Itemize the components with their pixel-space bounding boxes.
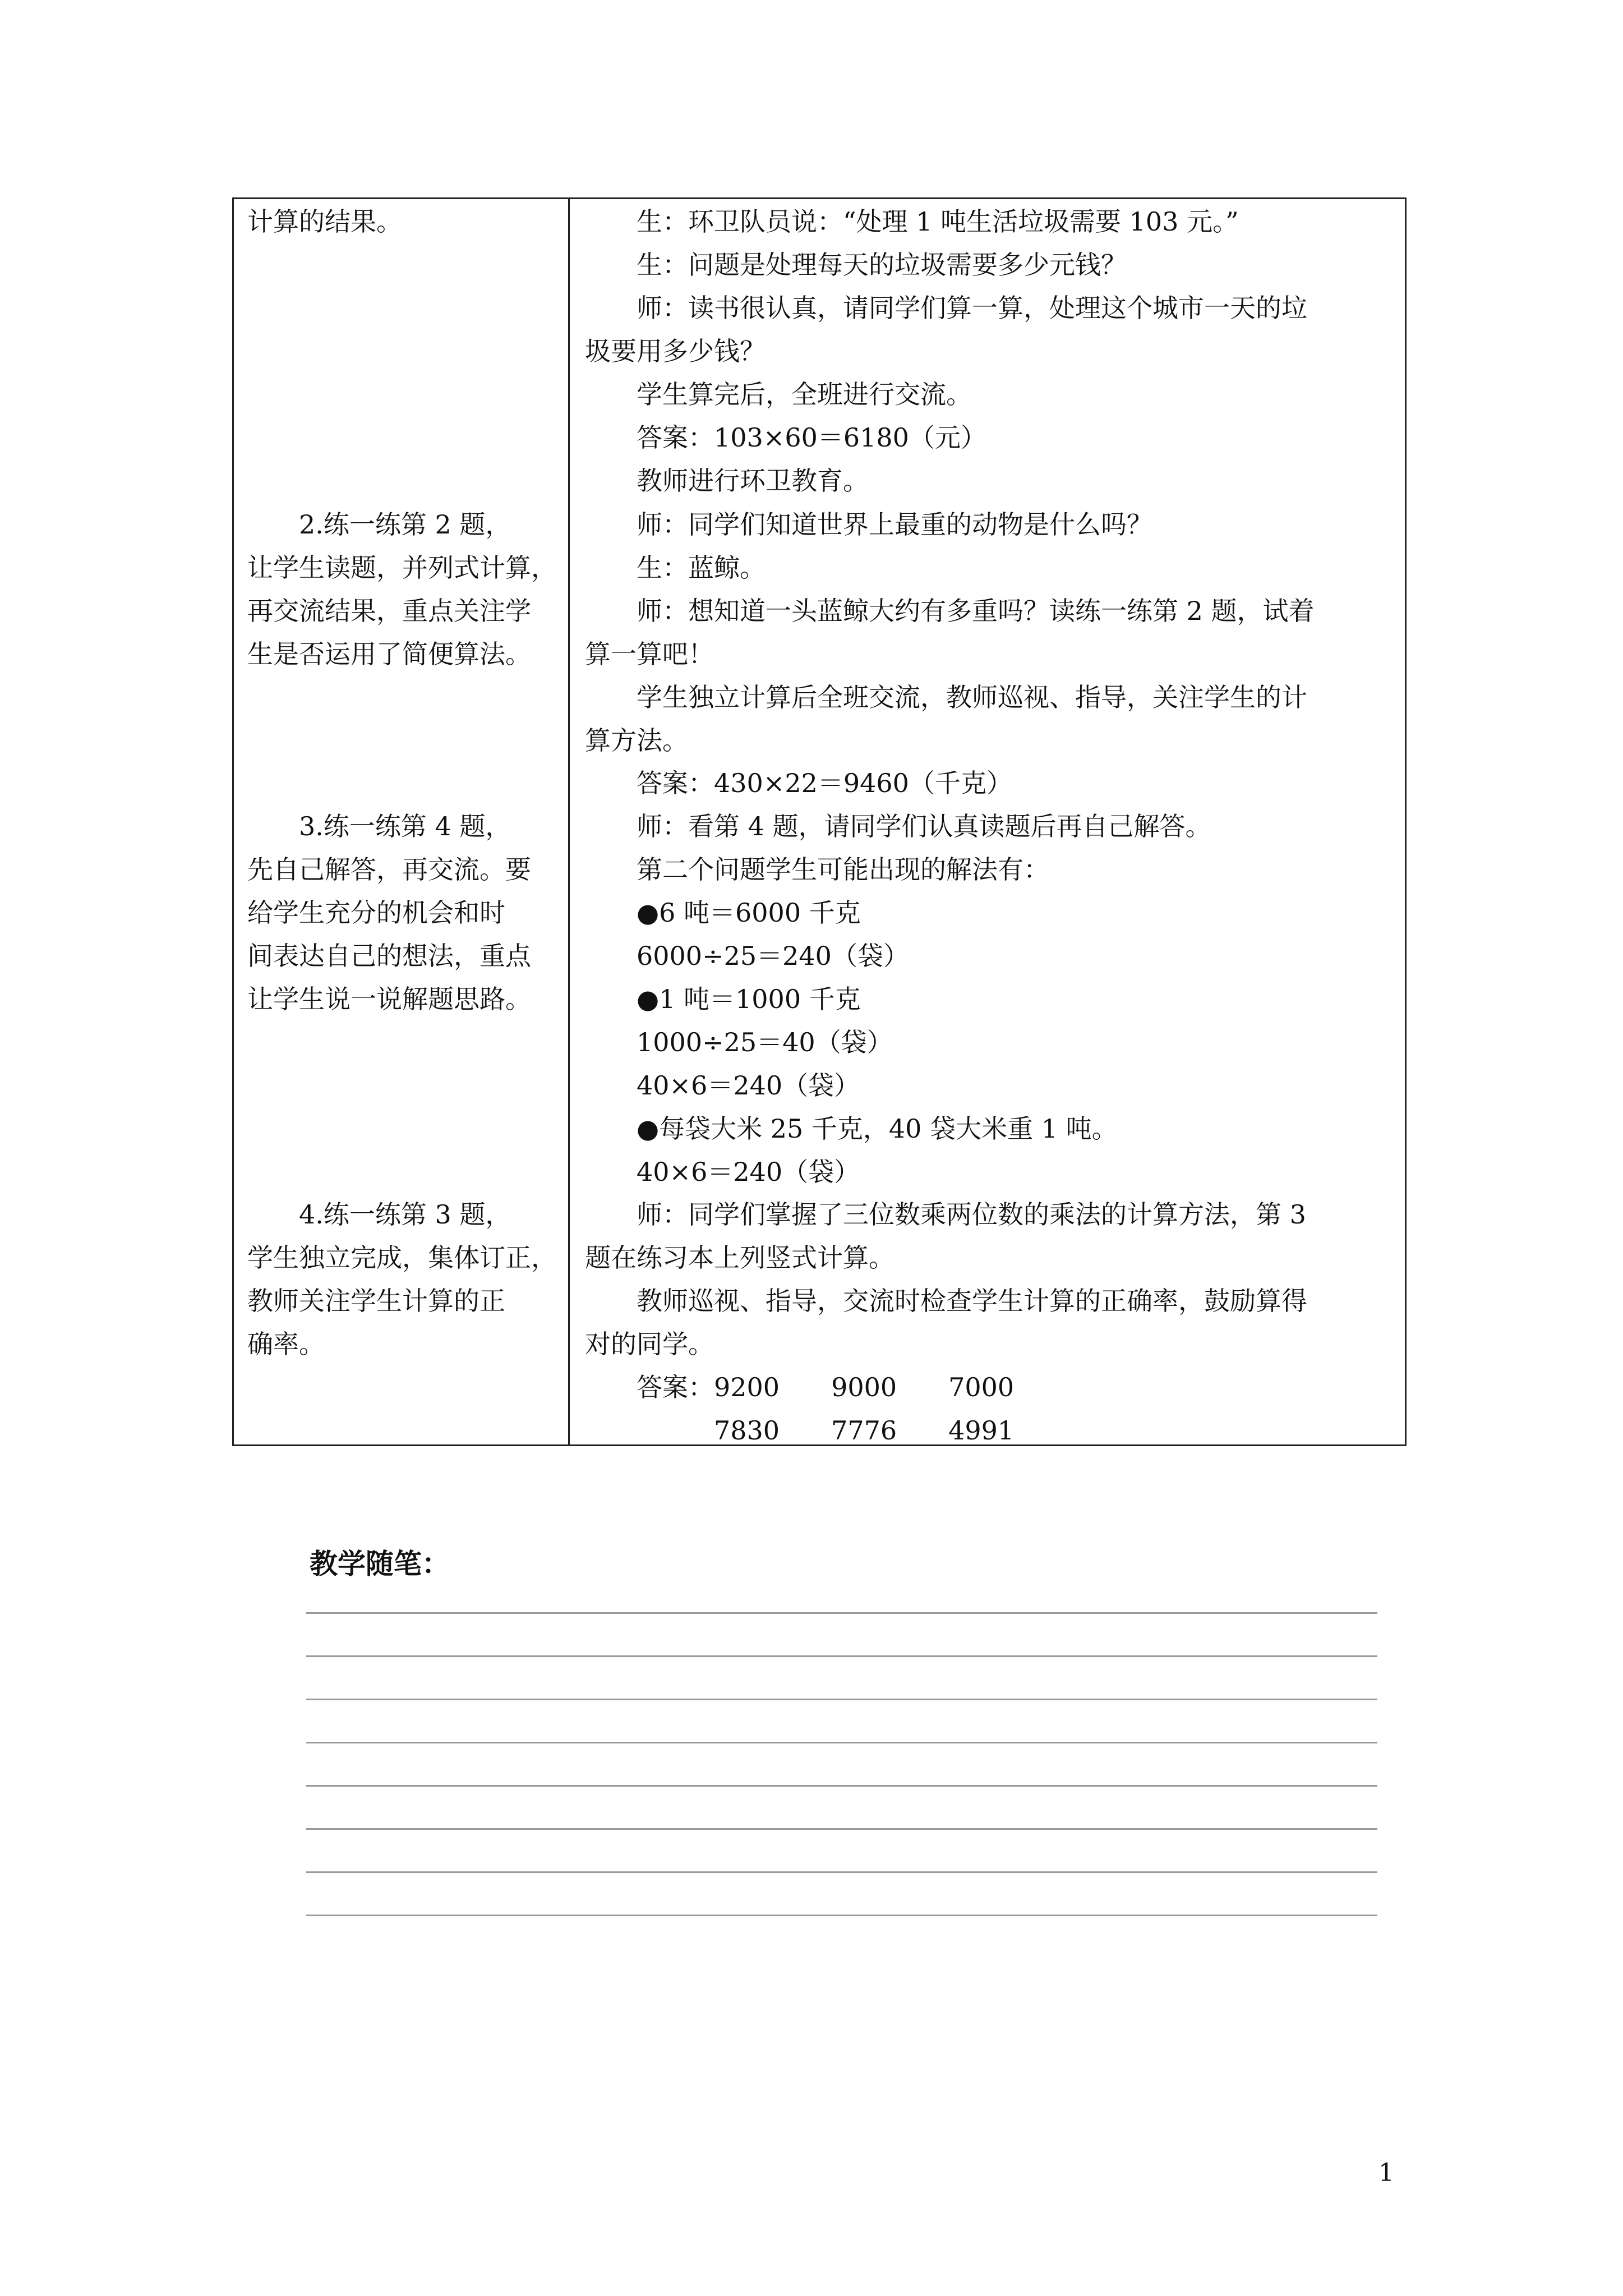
right-line-18: ●1 吨＝1000 千克 xyxy=(585,984,861,1014)
left-line-3: 再交流结果，重点关注学 xyxy=(247,596,531,626)
left-line-12: 教师关注学生计算的正 xyxy=(247,1286,505,1316)
left-line-8: 间表达自己的想法，重点 xyxy=(247,941,531,971)
right-line-16: ●6 吨＝6000 千克 xyxy=(585,898,861,928)
right-line-12: 算方法。 xyxy=(585,725,688,756)
left-line-1: 2.练一练第 2 题， xyxy=(247,509,511,540)
right-line-26: 对的同学。 xyxy=(585,1329,714,1359)
left-line-2: 让学生读题，并列式计算， xyxy=(247,553,557,583)
right-line-1: 生：问题是处理每天的垃圾需要多少元钱？ xyxy=(585,250,1127,280)
note-rule xyxy=(306,1742,1377,1743)
page-number: 1 xyxy=(1378,2159,1394,2187)
right-line-11: 学生独立计算后全班交流，教师巡视、指导，关注学生的计 xyxy=(585,682,1307,712)
column-divider xyxy=(568,199,570,1444)
left-line-6: 先自己解答，再交流。要 xyxy=(247,854,531,885)
right-line-9: 师：想知道一头蓝鲸大约有多重吗？读练一练第 2 题，试着 xyxy=(585,596,1315,626)
note-rule xyxy=(306,1655,1377,1657)
right-line-7: 师：同学们知道世界上最重的动物是什么吗？ xyxy=(585,509,1152,540)
left-line-10: 4.练一练第 3 题， xyxy=(247,1199,511,1230)
right-line-17: 6000÷25＝240（袋） xyxy=(585,941,909,971)
note-rule xyxy=(306,1785,1377,1787)
right-line-27: 答案：9200 9000 7000 xyxy=(585,1372,1015,1402)
right-line-21: ●每袋大米 25 千克，40 袋大米重 1 吨。 xyxy=(585,1114,1118,1144)
right-line-4: 学生算完后，全班进行交流。 xyxy=(585,379,972,409)
note-rule xyxy=(306,1915,1377,1916)
right-line-19: 1000÷25＝40（袋） xyxy=(585,1027,893,1057)
right-line-24: 题在练习本上列竖式计算。 xyxy=(585,1243,895,1273)
right-line-0: 生：环卫队员说：“处理 1 吨生活垃圾需要 103 元。” xyxy=(585,206,1239,237)
right-line-13: 答案：430×22＝9460（千克） xyxy=(585,768,1012,798)
left-line-7: 给学生充分的机会和时 xyxy=(247,898,505,928)
right-line-23: 师：同学们掌握了三位数乘两位数的乘法的计算方法，第 3 xyxy=(585,1199,1306,1230)
right-line-6: 教师进行环卫教育。 xyxy=(585,466,869,496)
right-line-14: 师：看第 4 题，请同学们认真读题后再自己解答。 xyxy=(585,811,1211,841)
right-line-3: 圾要用多少钱？ xyxy=(585,336,766,366)
left-line-9: 让学生说一说解题思路。 xyxy=(247,984,531,1014)
right-line-28: 7830 7776 4991 xyxy=(585,1415,1015,1446)
left-line-4: 生是否运用了简便算法。 xyxy=(247,639,531,669)
right-line-2: 师：读书很认真，请同学们算一算，处理这个城市一天的垃 xyxy=(585,293,1307,323)
note-rule xyxy=(306,1612,1377,1614)
notes-heading: 教学随笔： xyxy=(310,1548,450,1580)
left-line-11: 学生独立完成，集体订正， xyxy=(247,1243,557,1273)
right-line-15: 第二个问题学生可能出现的解法有： xyxy=(585,854,1049,885)
right-line-20: 40×6＝240（袋） xyxy=(585,1070,860,1101)
right-line-10: 算一算吧！ xyxy=(585,639,714,669)
left-line-13: 确率。 xyxy=(247,1329,325,1359)
note-rule xyxy=(306,1699,1377,1700)
note-rule xyxy=(306,1871,1377,1873)
left-line-5: 3.练一练第 4 题， xyxy=(247,811,511,841)
right-line-8: 生：蓝鲸。 xyxy=(585,553,766,583)
note-rule xyxy=(306,1828,1377,1830)
left-line-0: 计算的结果。 xyxy=(247,206,402,237)
lesson-table xyxy=(232,197,1407,1446)
right-line-25: 教师巡视、指导，交流时检查学生计算的正确率，鼓励算得 xyxy=(585,1286,1307,1316)
right-line-5: 答案：103×60＝6180（元） xyxy=(585,422,986,453)
right-line-22: 40×6＝240（袋） xyxy=(585,1157,860,1187)
